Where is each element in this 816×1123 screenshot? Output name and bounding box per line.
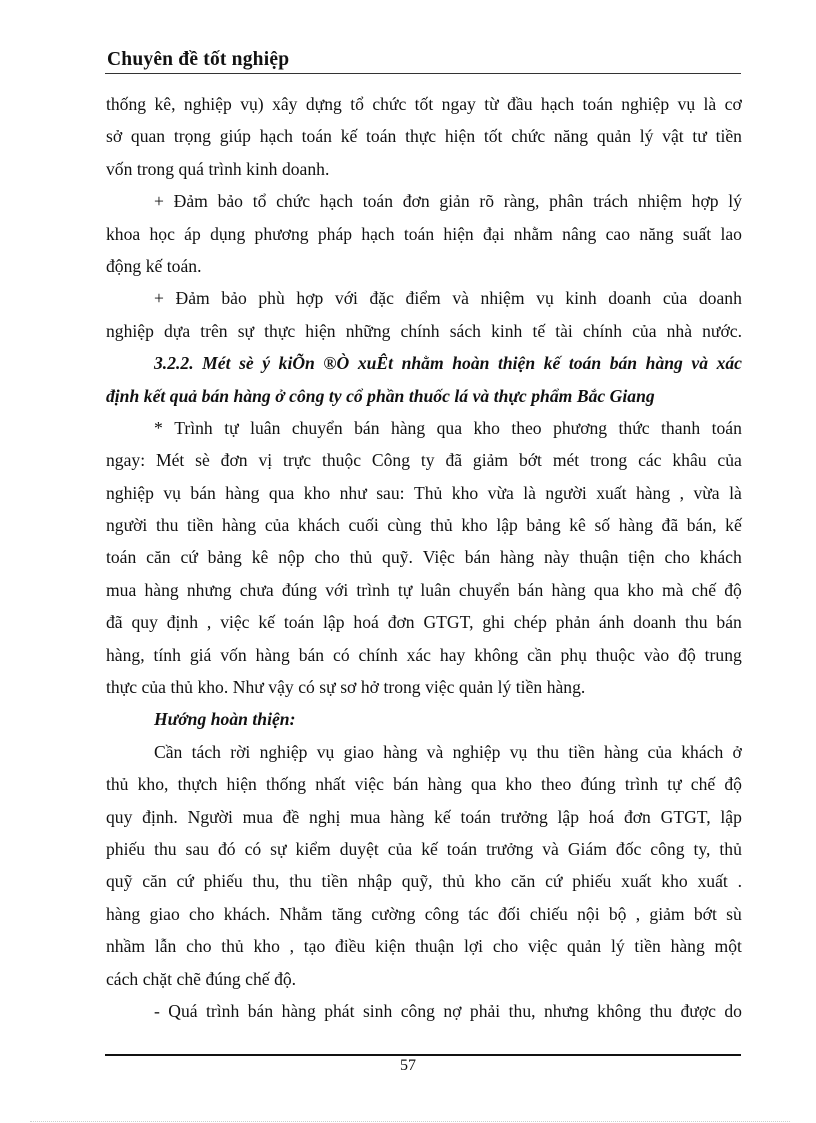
text-line: hàng giao cho khách. Nhằm tăng cường công tác đối chiếu nội bộ , giảm bớt sù <box>106 903 742 924</box>
text-line: thủ kho, thựch hiện thống nhất việc bán hàng qua kho theo đúng trình tự chế độ <box>106 774 742 795</box>
text-line: cách chặt chẽ đúng chế độ. <box>106 968 297 989</box>
text-line: toán căn cứ bảng kê nộp cho thủ quỹ. Việc bán hàng này thuận tiện cho khách <box>106 547 742 568</box>
text-line: mua hàng nhưng chưa đúng với trình tự luân chuyển bán hàng qua kho mà chế độ <box>106 579 742 600</box>
text-line: + Đảm bảo phù hợp với đặc điểm và nhiệm vụ kinh doanh của doanh <box>154 288 742 309</box>
footer-divider <box>105 1054 741 1056</box>
page-number: 57 <box>400 1057 416 1074</box>
body-text <box>106 88 742 1027</box>
header-divider <box>105 73 741 74</box>
text-line: nhầm lẫn cho thủ kho , tạo điều kiện thuận lợi cho việc quản lý tiền hàng một <box>106 936 742 957</box>
text-line: vốn trong quá trình kinh doanh. <box>106 158 330 179</box>
text-line: sở quan trọng giúp hạch toán kế toán thực hiện tốt chức năng quản lý vật tư tiền <box>106 126 742 147</box>
text-line: nghiệp dựa trên sự thực hiện những chính sách kinh tế tài chính của nhà nước. <box>106 320 742 341</box>
text-line: định kết quả bán hàng ở công ty cổ phần thuốc lá và thực phẩm Bắc Giang <box>106 385 655 406</box>
text-line: đã quy định , việc kế toán lập hoá đơn GTGT, ghi chép phản ánh doanh thu bán <box>106 612 742 633</box>
text-line: * Trình tự luân chuyển bán hàng qua kho theo phương thức thanh toán <box>154 417 742 438</box>
text-line: - Quá trình bán hàng phát sinh công nợ phải thu, nhưng không thu được do <box>154 1000 742 1021</box>
text-line: thống kê, nghiệp vụ) xây dựng tổ chức tốt ngay từ đầu hạch toán nghiệp vụ là cơ <box>106 94 742 114</box>
text-line: phiếu thu sau đó có sự kiểm duyệt của kế toán trưởng và Giám đốc công ty, thủ <box>106 838 742 859</box>
text-line: + Đảm bảo tổ chức hạch toán đơn giản rõ ràng, phân trách nhiệm hợp lý <box>154 191 742 212</box>
text-line: người thu tiền hàng của khách cuối cùng thủ kho lập bảng kê số hàng đã bán, kế <box>106 515 742 536</box>
text-line: nghiệp vụ bán hàng qua kho như sau: Thủ kho vừa là người xuất hàng , vừa là <box>106 482 742 503</box>
text-line: ngay: Mét sè đơn vị trực thuộc Công ty đã giảm bớt mét trong các khâu của <box>106 450 742 471</box>
text-line: hàng, tính giá vốn hàng bán có chính xác hay không cần phụ thuộc vào độ trung <box>106 644 742 665</box>
text-line: 3.2.2. Mét sè ý kiÕn ®Ò xuÊt nhằm hoàn thiện kế toán bán hàng và xác <box>154 353 742 374</box>
text-line: quỹ căn cứ phiếu thu, thu tiền nhập quỹ, thủ kho căn cứ phiếu xuất kho xuất . <box>106 871 742 892</box>
running-header-title: Chuyên đề tốt nghiệp <box>107 49 290 70</box>
text-line: động kế toán. <box>106 255 202 276</box>
page-edge-dotted-line <box>30 1121 790 1122</box>
text-line: Hướng hoàn thiện: <box>154 709 296 730</box>
text-line: Cần tách rời nghiệp vụ giao hàng và nghiệp vụ thu tiền hàng của khách ở <box>154 741 742 762</box>
text-line: quy định. Người mua đề nghị mua hàng kế toán trưởng lập hoá đơn GTGT, lập <box>106 806 742 827</box>
text-line: khoa học áp dụng phương pháp hạch toán hiện đại nhằm nâng cao năng suất lao <box>106 223 742 244</box>
text-line: thực của thủ kho. Như vậy có sự sơ hở trong việc quản lý tiền hàng. <box>106 677 586 698</box>
